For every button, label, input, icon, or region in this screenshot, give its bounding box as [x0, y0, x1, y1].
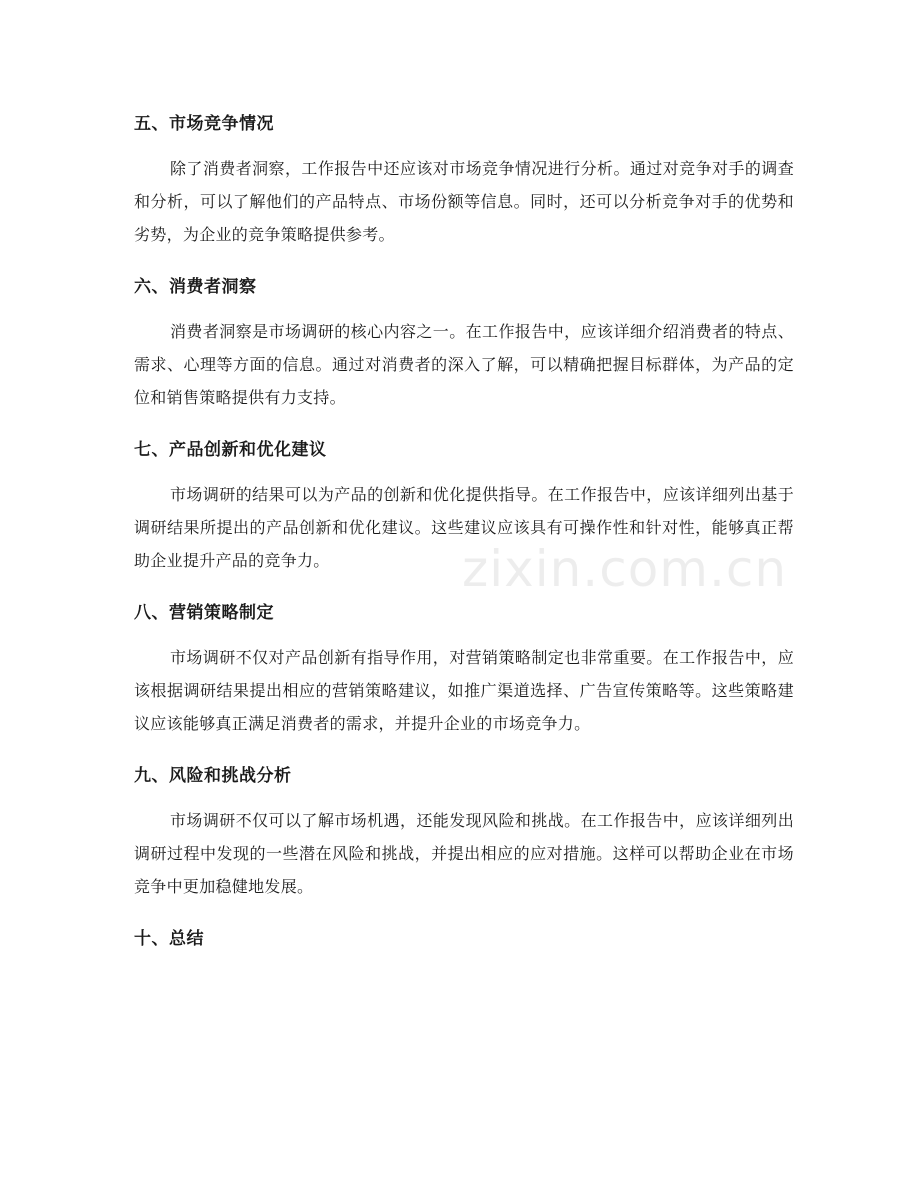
section-heading: 七、产品创新和优化建议: [134, 440, 327, 460]
section-paragraph: 市场调研不仅对产品创新有指导作用，对营销策略制定也非常重要。在工作报告中，应该根据调研结果提出相应的营销策略建议，如推广渠道选择、广告宣传策略等。这些策略建议应该能够真正满足消费者的需求，并提升企业的市场竞争力。: [134, 648, 794, 733]
section-paragraph: 市场调研的结果可以为产品的创新和优化提供指导。在工作报告中，应该详细列出基于调研结果所提出的产品创新和优化建议。这些建议应该具有可操作性和针对性，能够真正帮助企业提升产品的竞争力。: [134, 485, 794, 570]
section-heading: 八、营销策略制定: [134, 603, 274, 623]
section-paragraph: 市场调研不仅可以了解市场机遇，还能发现风险和挑战。在工作报告中，应该详细列出调研过程中发现的一些潜在风险和挑战，并提出相应的应对措施。这样可以帮助企业在市场竞争中更加稳健地发展。: [134, 811, 794, 896]
document-body: [134, 104, 794, 959]
section-paragraph: 除了消费者洞察，工作报告中还应该对市场竞争情况进行分析。通过对竞争对手的调查和分析，可以了解他们的产品特点、市场份额等信息。同时，还可以分析竞争对手的优势和劣势，为企业的竞争策略提供参考。: [134, 159, 794, 244]
watermark-text: zixin.com.cn: [462, 540, 788, 598]
section-heading: 九、风险和挑战分析: [134, 766, 292, 786]
section-marketing-strategy: [134, 593, 794, 740]
section-heading: 十、总结: [134, 929, 204, 949]
section-heading: 五、市场竞争情况: [134, 114, 274, 134]
section-product-innovation: [134, 430, 794, 577]
section-risk-analysis: [134, 756, 794, 903]
section-consumer-insight: [134, 267, 794, 414]
section-heading: 六、消费者洞察: [134, 277, 257, 297]
section-market-competition: [134, 104, 794, 251]
section-paragraph: 消费者洞察是市场调研的核心内容之一。在工作报告中，应该详细介绍消费者的特点、需求、心理等方面的信息。通过对消费者的深入了解，可以精确把握目标群体，为产品的定位和销售策略提供有力支持。: [134, 322, 794, 407]
section-summary: [134, 919, 794, 959]
